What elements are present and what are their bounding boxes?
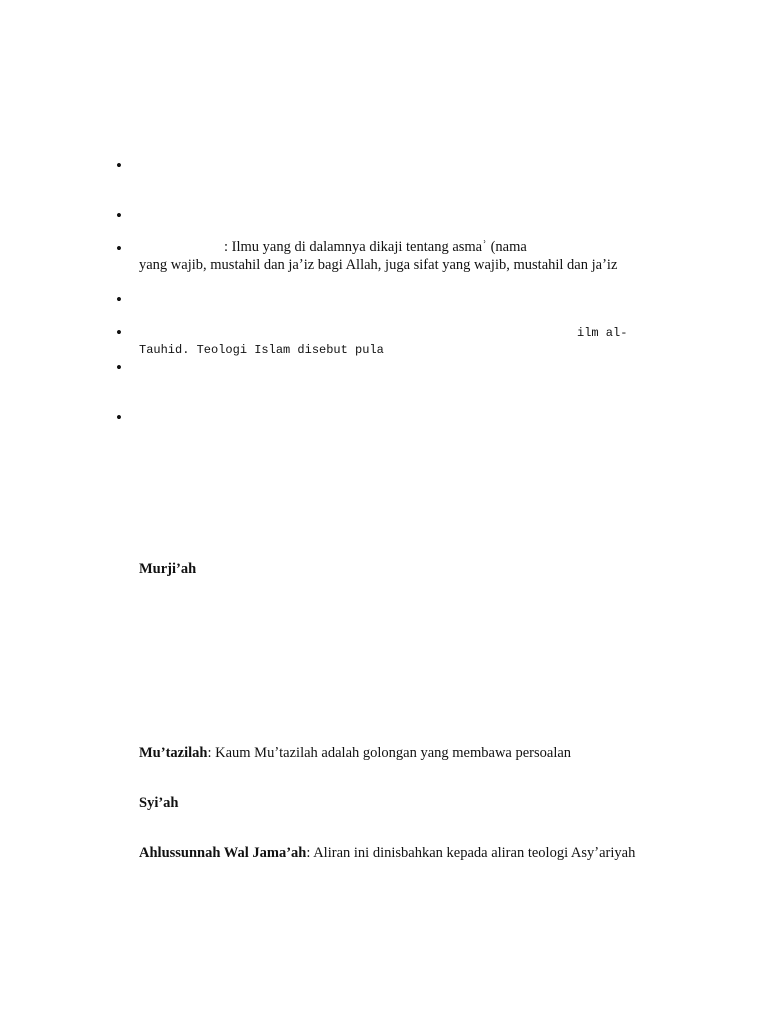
syiah-heading [139, 795, 179, 812]
syiah-term: Syi’ah [139, 795, 179, 811]
murjiah-term: Murji’ah [139, 561, 197, 577]
list-bullet: • [116, 290, 122, 309]
ahlussunnah-text: : Aliran ini dinisbahkan kepada aliran teologi Asyʼariyah [306, 845, 636, 861]
list-bullet: • [116, 239, 122, 258]
ilmu-definition-line-2: yang wajib, mustahil dan jaʼiz bagi Allah, juga sifat yang wajib, mustahil dan jaʼiz [139, 257, 618, 273]
ilm-tauhid-line-2: Tauhid. Teologi Islam disebut pula [139, 343, 384, 357]
mutazilah-term: Mu’tazilah [139, 745, 208, 761]
mutazilah-paragraph [139, 745, 571, 762]
list-bullet: • [116, 358, 122, 377]
ilm-tauhid-line-1: ilm al- [577, 326, 628, 340]
list-bullet: • [116, 156, 122, 175]
ahlussunnah-term: Ahlussunnah Wal Jama’ah [139, 845, 307, 861]
murjiah-heading [139, 561, 196, 578]
mutazilah-text: : Kaum Muʼtazilah adalah golongan yang membawa persoalan [207, 745, 572, 761]
ahlussunnah-paragraph [139, 845, 635, 862]
list-bullet: • [116, 206, 122, 225]
ilmu-definition-line-1: : Ilmu yang di dalamnya dikaji tentang asmaʾ (nama [224, 239, 527, 255]
list-bullet: • [116, 323, 122, 342]
list-bullet: • [116, 408, 122, 427]
